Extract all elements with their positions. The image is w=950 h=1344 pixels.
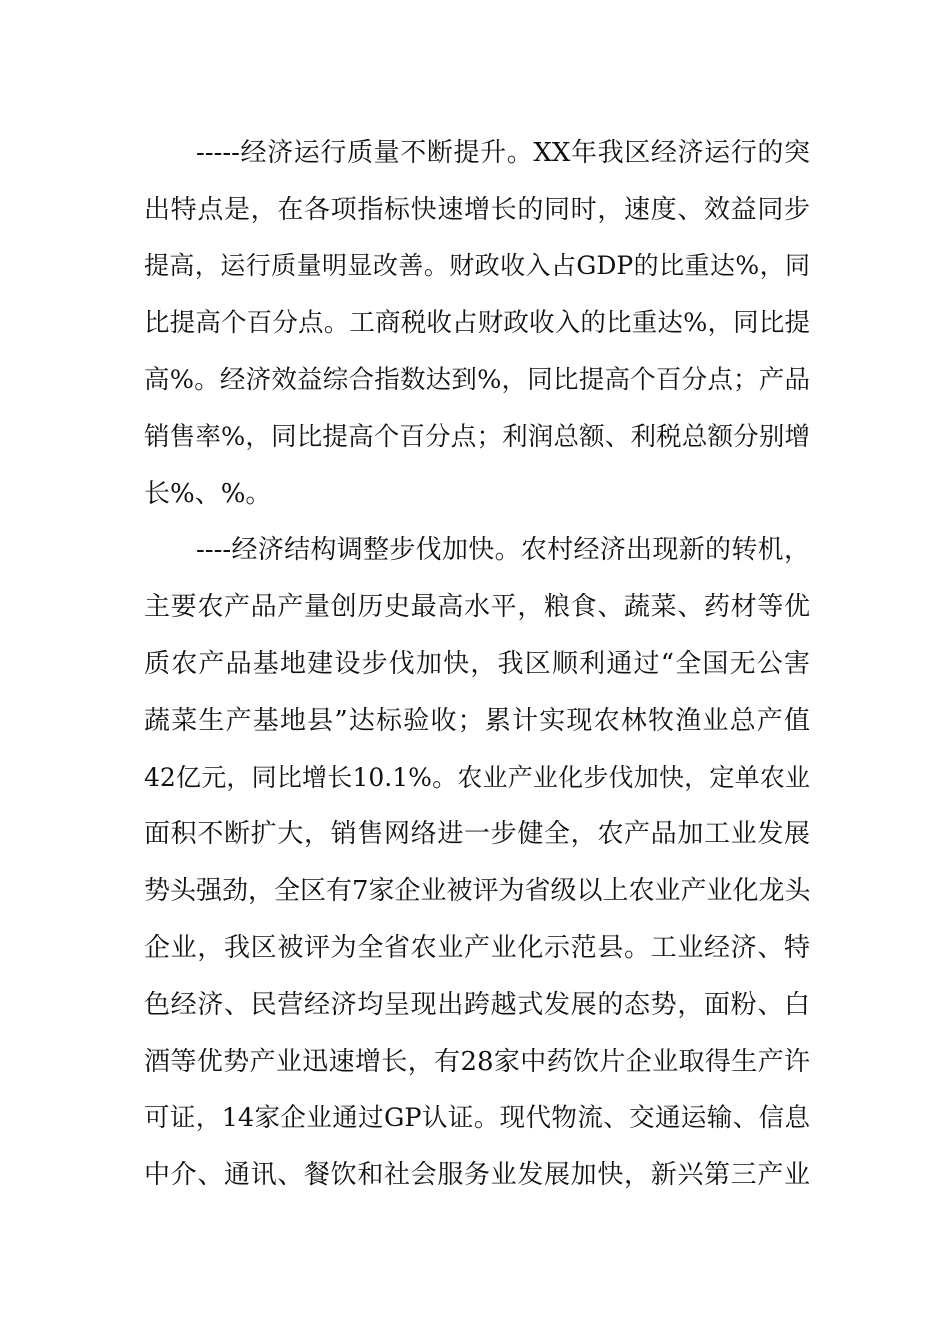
paragraph-1-line-6: 销售率%，同比提高个百分点；利润总额、利税总额分别增	[144, 422, 810, 452]
paragraph-2-line-6: 面积不断扩大，销售网络进一步健全，农产品加工业发展	[144, 819, 810, 849]
paragraph-1-line-4: 比提高个百分点。工商税收占财政收入的比重达%，同比提	[144, 308, 810, 338]
paragraph-1-line-2: 出特点是，在各项指标快速增长的同时，速度、效益同步	[144, 195, 810, 225]
paragraph-2-line-4: 蔬菜生产基地县”达标验收；累计实现农林牧渔业总产值	[144, 706, 810, 736]
paragraph-2-line-7: 势头强劲，全区有7家企业被评为省级以上农业产业化龙头	[144, 876, 811, 906]
paragraph-2-line-5: 42亿元，同比增长10.1%。农业产业化步伐加快，定单农业	[144, 763, 810, 792]
paragraph-2-line-1: ----经济结构调整步伐加快。农村经济出现新的转机，	[196, 535, 810, 565]
paragraph-2-line-12: 中介、通讯、餐饮和社会服务业发展加快，新兴第三产业	[144, 1160, 810, 1190]
paragraph-2-line-8: 企业，我区被评为全省农业产业化示范县。工业经济、特	[144, 933, 810, 963]
paragraph-2-line-10: 酒等优势产业迅速增长，有28家中药饮片企业取得生产许	[144, 1047, 810, 1077]
paragraph-2-line-3: 质农产品基地建设步伐加快，我区顺利通过“全国无公害	[144, 649, 810, 679]
paragraph-2-line-2: 主要农产品产量创历史最高水平，粮食、蔬菜、药材等优	[144, 592, 810, 622]
paragraph-2-line-11: 可证，14家企业通过GP认证。现代物流、交通运输、信息	[144, 1103, 810, 1133]
paragraph-1-line-5: 高%。经济效益综合指数达到%，同比提高个百分点；产品	[144, 365, 810, 395]
paragraph-1-line-1: -----经济运行质量不断提升。XX年我区经济运行的突	[196, 138, 810, 168]
paragraph-1-line-7: 长%、%。	[144, 479, 272, 509]
paragraph-1-line-3: 提高，运行质量明显改善。财政收入占GDP的比重达%，同	[144, 251, 810, 280]
paragraph-2-line-9: 色经济、民营经济均呈现出跨越式发展的态势，面粉、白	[144, 990, 810, 1020]
